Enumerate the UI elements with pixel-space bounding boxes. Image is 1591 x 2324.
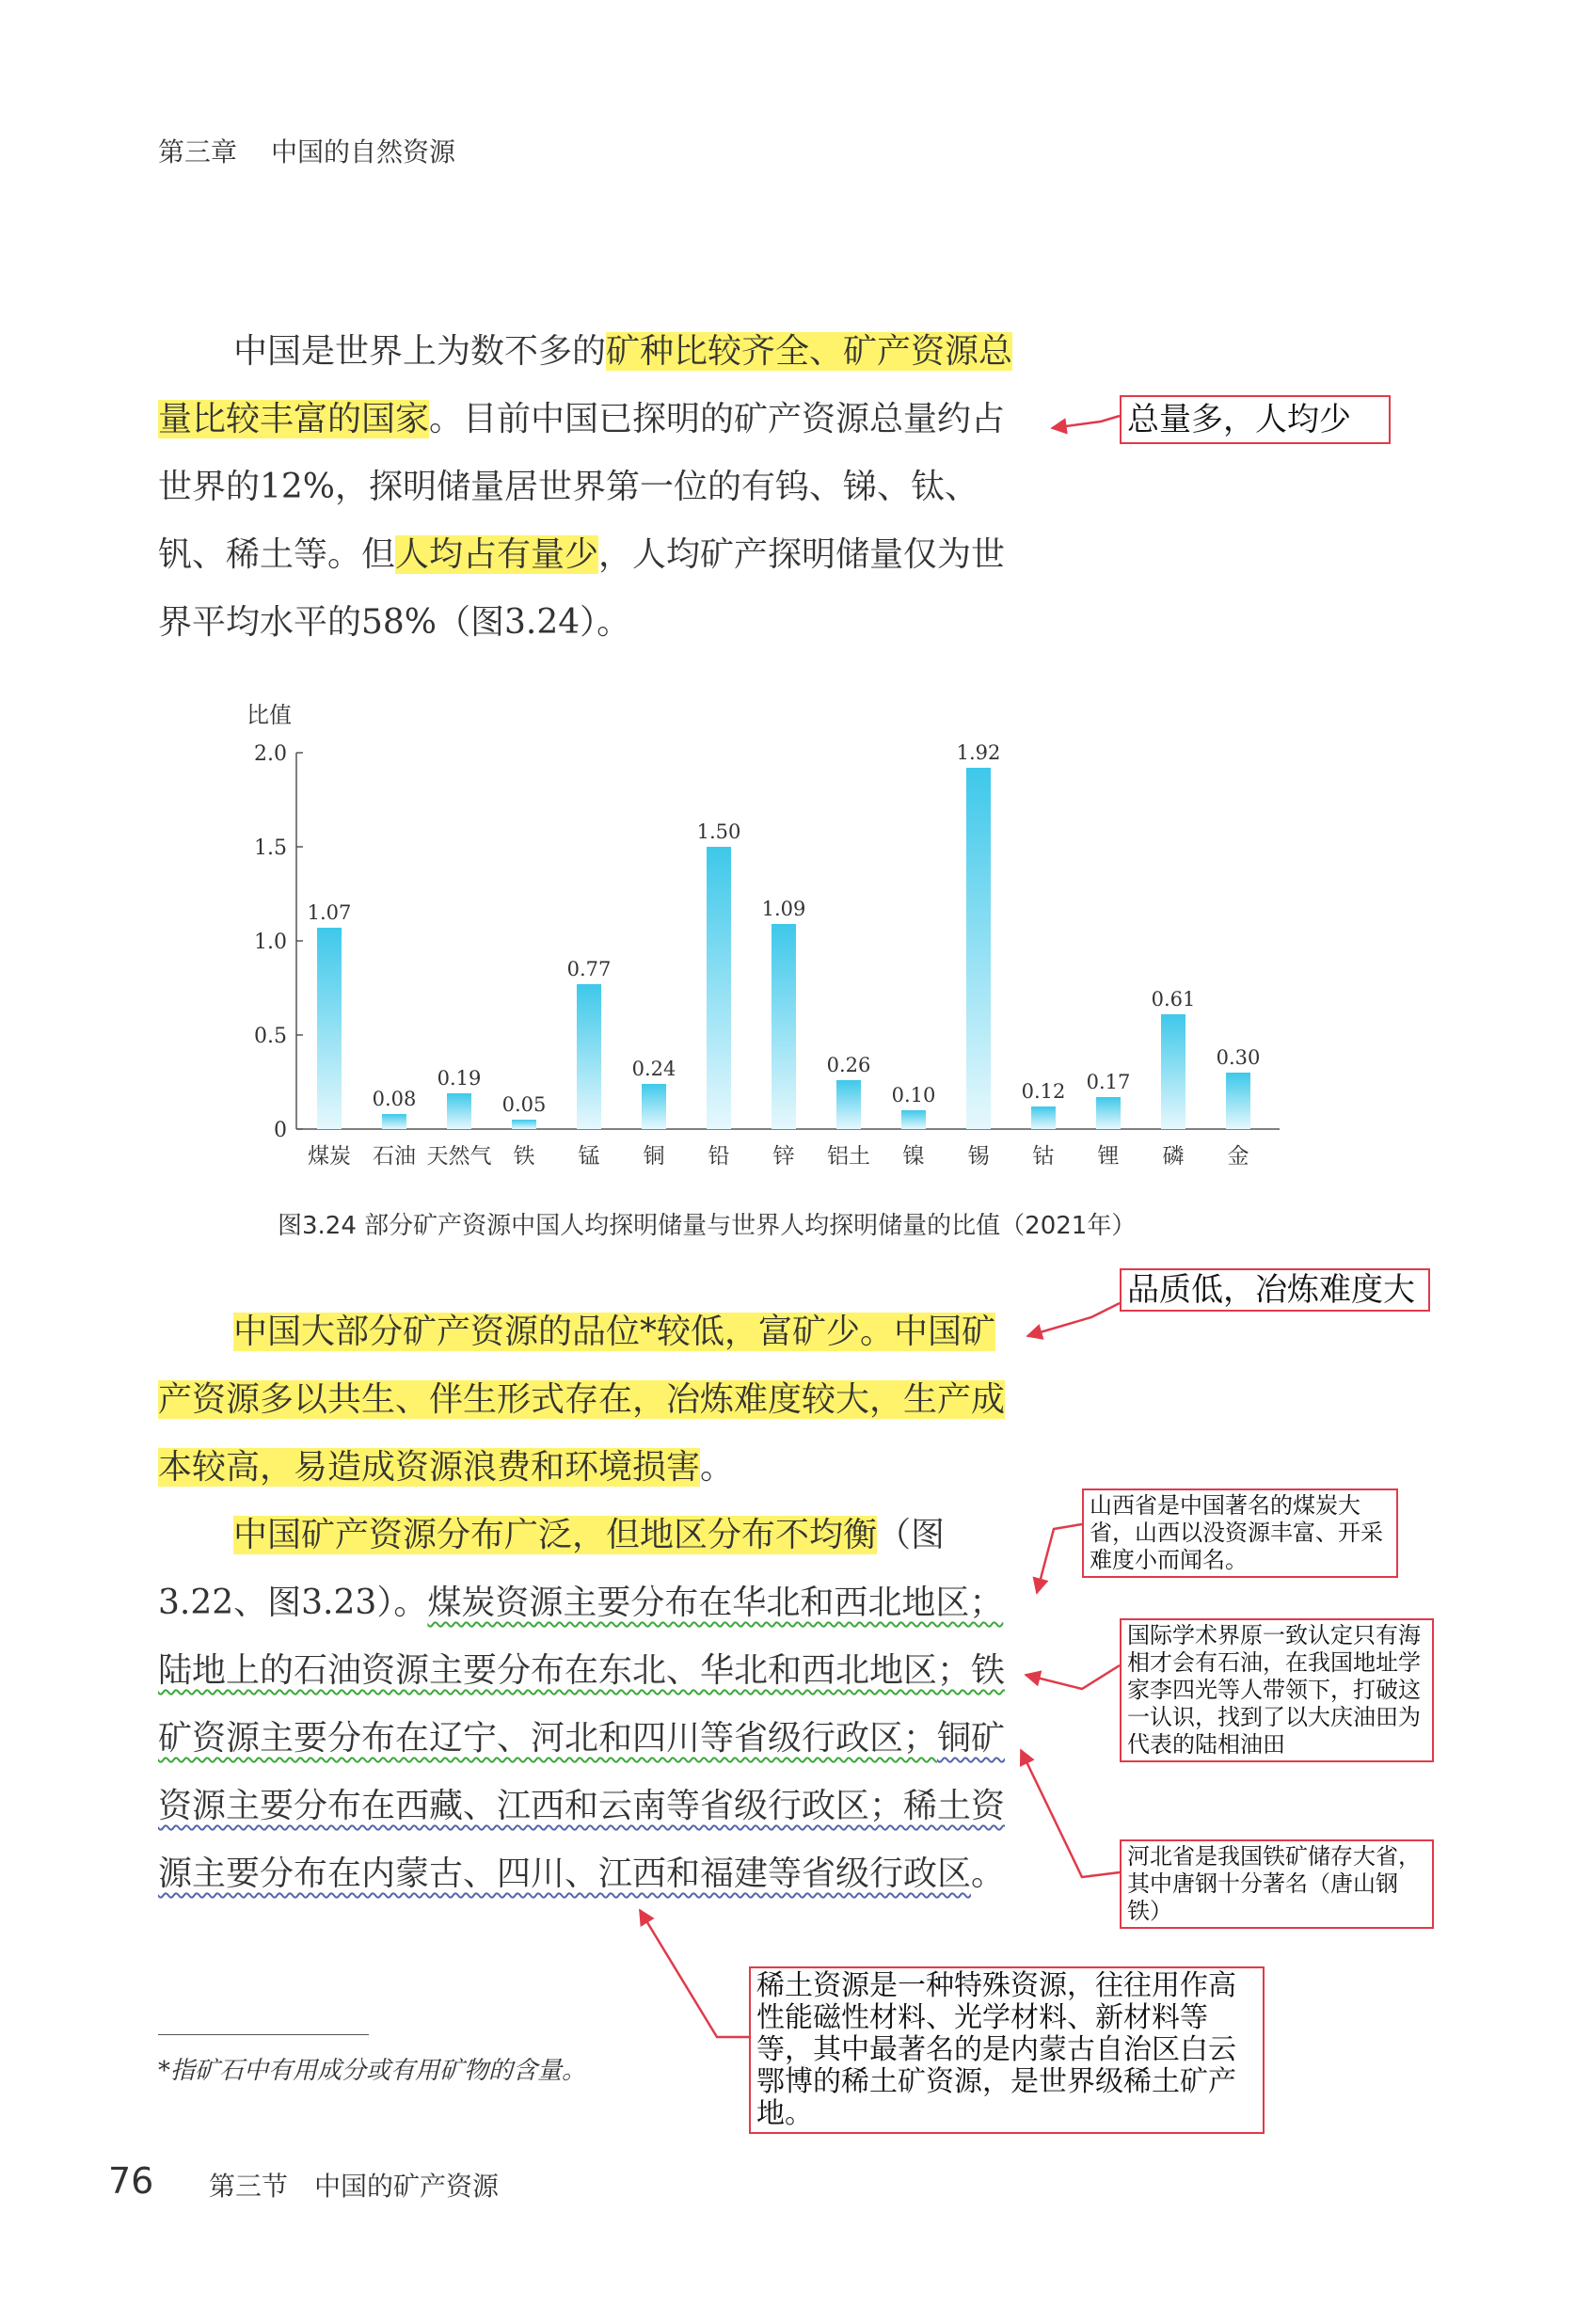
section-number: 第三节	[209, 2171, 289, 2202]
x-tick-label: 锂	[1097, 1144, 1120, 1169]
x-tick-label: 天然气	[426, 1144, 492, 1169]
x-tick-label: 锰	[578, 1144, 600, 1169]
bar-value-label: 0.24	[631, 1058, 676, 1080]
para3-highlight-1: 中国矿产资源分布广泛，但地区分布不均衡	[233, 1516, 878, 1554]
bar-value-label: 0.10	[891, 1084, 936, 1106]
x-tick-label: 铅	[708, 1144, 730, 1169]
x-tick-label: 铝土	[827, 1144, 870, 1169]
para3-underlined-2: 铜矿资源主要分布在西藏、江西和云南等省级行政区；稀土资源主要分布在内蒙古、四川、江西和福建等省级行政区	[158, 1719, 1006, 1893]
para3-text-1: （图3.22、图3.23）。	[158, 1516, 946, 1622]
x-tick-label: 铜	[643, 1144, 665, 1169]
annotation-note-1: 总量多，人均少	[1120, 395, 1391, 444]
bar-value-label: 0.12	[1021, 1080, 1066, 1103]
para1-text-3: ，人均矿产探明储量仅为世界平均水平的58%（图3.24）。	[158, 535, 1006, 642]
chapter-number: 第三章	[158, 136, 238, 167]
bar-value-label: 1.07	[307, 901, 352, 924]
y-tick-label: 0.5	[254, 1025, 287, 1048]
x-tick-label: 锌	[772, 1144, 795, 1169]
para3-underlined-1: 煤炭资源主要分布在华北和西北地区；陆地上的石油资源主要分布在东北、华北和西北地区；铁矿资源主要分布在辽宁、河北和四川等省级行政区；	[158, 1584, 1006, 1758]
para1-text-1: 中国是世界上为数不多的	[233, 332, 607, 371]
x-tick-label: 石油	[373, 1144, 416, 1169]
para1-highlight-2: 人均占有量少	[395, 535, 599, 574]
arrow-note-4	[1026, 1665, 1120, 1689]
y-tick-label: 1.5	[254, 836, 287, 860]
arrow-note-2	[1027, 1303, 1120, 1336]
figure-caption: 图3.24 部分矿产资源中国人均探明储量与世界人均探明储量的比值（2021年）	[278, 1212, 1137, 1240]
annotation-note-3: 山西省是中国著名的煤炭大省，山西以没资源丰富、开采难度小而闻名。	[1082, 1488, 1398, 1578]
arrow-note-6	[640, 1910, 749, 2037]
x-tick-label: 钴	[1032, 1144, 1055, 1169]
bar-value-label: 0.26	[826, 1054, 871, 1076]
bar-value-label: 0.61	[1151, 988, 1196, 1011]
section-title: 中国的矿产资源	[314, 2171, 500, 2202]
bar-value-label: 0.30	[1216, 1046, 1261, 1069]
bar-value-label: 0.17	[1086, 1071, 1131, 1093]
para1-highlight-1: 矿种比较齐全、矿产资源总量比较丰富的国家	[158, 332, 1013, 438]
footnote: *指矿石中有用成分或有用矿物的含量。	[158, 2057, 587, 2085]
bar-value-label: 0.77	[566, 958, 612, 980]
annotation-note-4: 国际学术界原一致认定只有海相才会有石油，在我国地址学家李四光等人带领下，打破这一认识，找到了以大庆油田为代表的陆相油田	[1120, 1618, 1434, 1762]
y-tick-label: 1.0	[254, 931, 287, 954]
arrow-note-1	[1052, 416, 1120, 428]
x-tick-label: 铁	[513, 1144, 535, 1169]
para1-text-2: 。目前中国已探明的矿产资源总量约占世界的12%，探明储量居世界第一位的有钨、锑、钛、钒、稀土等。但	[158, 400, 1006, 574]
page-number: 76	[108, 2160, 154, 2202]
bar-value-label: 1.92	[956, 741, 1001, 764]
y-axis-label: 比值	[247, 702, 292, 728]
x-tick-label: 锡	[967, 1144, 990, 1169]
y-tick-label: 2.0	[254, 742, 287, 766]
arrow-note-3	[1037, 1524, 1082, 1593]
bar-value-label: 0.08	[372, 1088, 417, 1110]
bar-value-label: 0.05	[501, 1093, 547, 1116]
para3-text-2: 。	[971, 1854, 1006, 1893]
bar-value-label: 1.09	[761, 898, 806, 920]
x-tick-label: 镍	[902, 1144, 925, 1169]
annotation-note-5: 河北省是我国铁矿储存大省，其中唐钢十分著名（唐山钢铁）	[1120, 1839, 1434, 1929]
x-tick-label: 煤炭	[308, 1144, 351, 1169]
x-tick-label: 磷	[1162, 1144, 1185, 1169]
bar-value-label: 1.50	[696, 820, 741, 843]
para2-text-1: 。	[700, 1448, 735, 1487]
bar-value-label: 0.19	[437, 1067, 482, 1090]
chapter-title: 中国的自然资源	[271, 136, 456, 167]
para2-highlight-1: 中国大部分矿产资源的品位*较低，富矿少。中国矿产资源多以共生、伴生形式存在，冶炼难度较大，生产成本较高，易造成资源浪费和环境损害	[158, 1313, 1006, 1487]
annotation-note-6: 稀土资源是一种特殊资源，往往用作高性能磁性材料、光学材料、新材料等等，其中最著名的是内蒙古自治区白云鄂博的稀土矿资源，是世界级稀土矿产地。	[749, 1966, 1265, 2134]
arrow-note-5	[1021, 1750, 1120, 1877]
x-tick-label: 金	[1227, 1144, 1249, 1169]
y-tick-label: 0	[274, 1119, 287, 1142]
annotation-note-2: 品质低，冶炼难度大	[1120, 1268, 1430, 1312]
